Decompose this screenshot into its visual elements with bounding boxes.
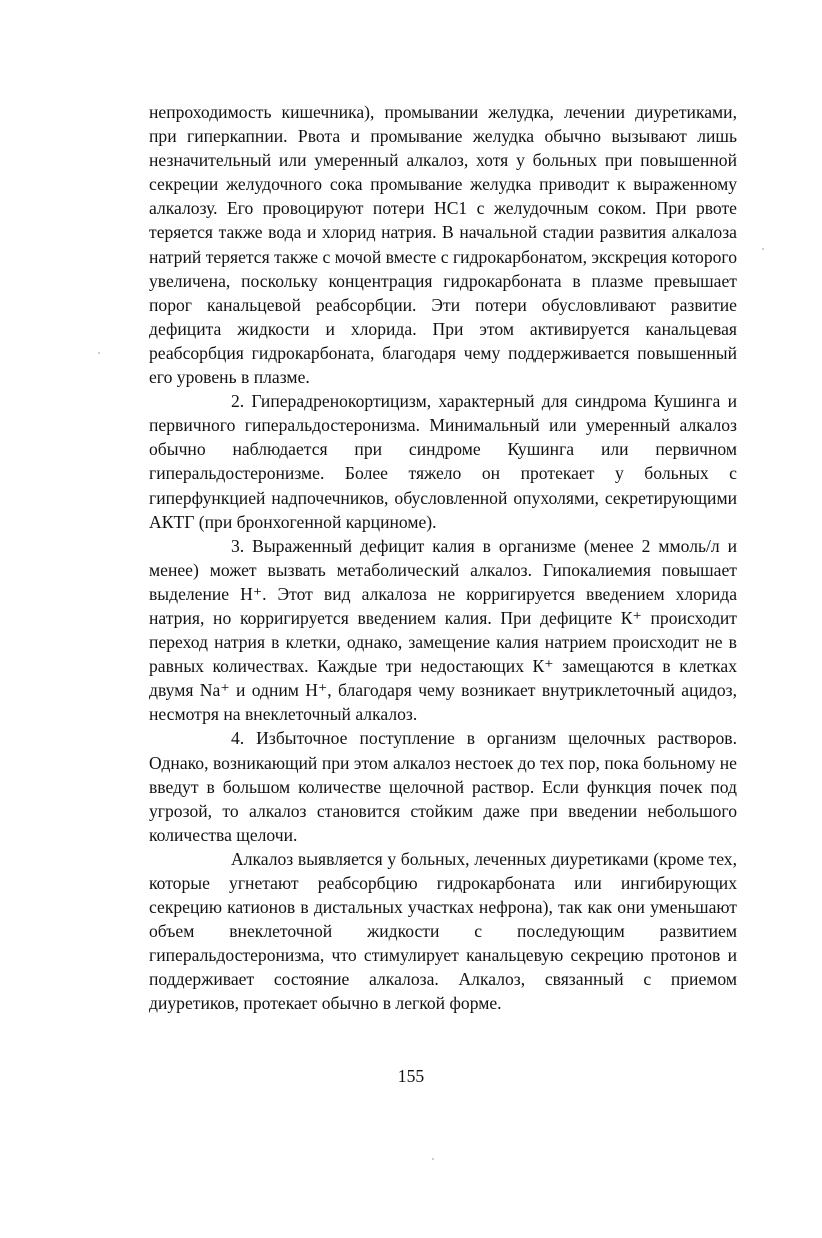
- paragraph-item-2: 2. Гиперадренокортицизм, характерный для синдрома Кушинга и первичного гиперальдостеронизма. Минимальный или умеренный алкалоз обычно наблюдается при синдроме Кушинга или первичном гиперальдостеронизме. Более тяжело он протекает у больных с гиперфункцией надпочечников, обусловленной опухолями, секретирующими АКТГ (при бронхогенной карциноме).: [149, 391, 737, 532]
- scan-speck: [762, 248, 764, 250]
- paragraph-continuation: непроходимость кишечника), промывании желудка, лечении диуретиками, при гиперкапнии. Рвота и промывание желудка обычно вызывают лишь незначительный или умеренный алкалоз, хотя у больных при повышенной секреции желудочного сока промывание желудка приводит к выраженному алкалозу. Его провоцируют потери НС1 с желудочным соком. При рвоте теряется также вода и хлорид натрия. В начальной стадии развития алкалоза натрий теряется также с мочой вместе с гидрокарбонатом, экскреция которого увеличена, поскольку концентрация гидрокарбоната в плазме превышает порог канальцевой реабсорбции. Эти потери обусловливают развитие дефицита жидкости и хлорида. При этом активируется канальцевая реабсорбция гидрокарбоната, благодаря чему поддерживается повышенный его уровень в плазме.: [149, 102, 737, 388]
- page-number: 155: [397, 1066, 425, 1086]
- paragraph-item-4: 4. Избыточное поступление в организм щелочных растворов. Однако, возникающий при этом алкалоз нестоек до тех пор, пока больному не введут в большом количестве щелочной раствор. Если функция почек под угрозой, то алкалоз становится стойким даже при введении небольшого количества щелочи.: [149, 728, 737, 845]
- scan-speck: [98, 352, 100, 354]
- scan-speck: [432, 1158, 434, 1160]
- body-text: [149, 100, 737, 1016]
- paragraph-diuretics: Алкалоз выявляется у больных, леченных диуретиками (кроме тех, которые угнетают реабсорбцию гидрокарбоната или ингибирующих секрецию катионов в дистальных участках нефрона), так как они уменьшают объем внеклеточной жидкости с последующим развитием гиперальдостеронизма, что стимулирует канальцевую секрецию протонов и поддерживает состояние алкалоза. Алкалоз, связанный с приемом диуретиков, протекает обычно в легкой форме.: [149, 848, 737, 1014]
- paragraph-item-3: 3. Выраженный дефицит калия в организме (менее 2 ммоль/л и менее) может вызвать метаболический алкалоз. Гипокалиемия повышает выделение Н⁺. Этот вид алкалоза не корригируется введением хлорида натрия, но корригируется введением калия. При дефиците К⁺ происходит переход натрия в клетки, однако, замещение калия натрием происходит не в равных количествах. Каждые три недостающих К⁺ замещаются в клетках двумя Na⁺ и одним Н⁺, благодаря чему возникает внутриклеточный ацидоз, несмотря на внеклеточный алкалоз.: [149, 535, 737, 725]
